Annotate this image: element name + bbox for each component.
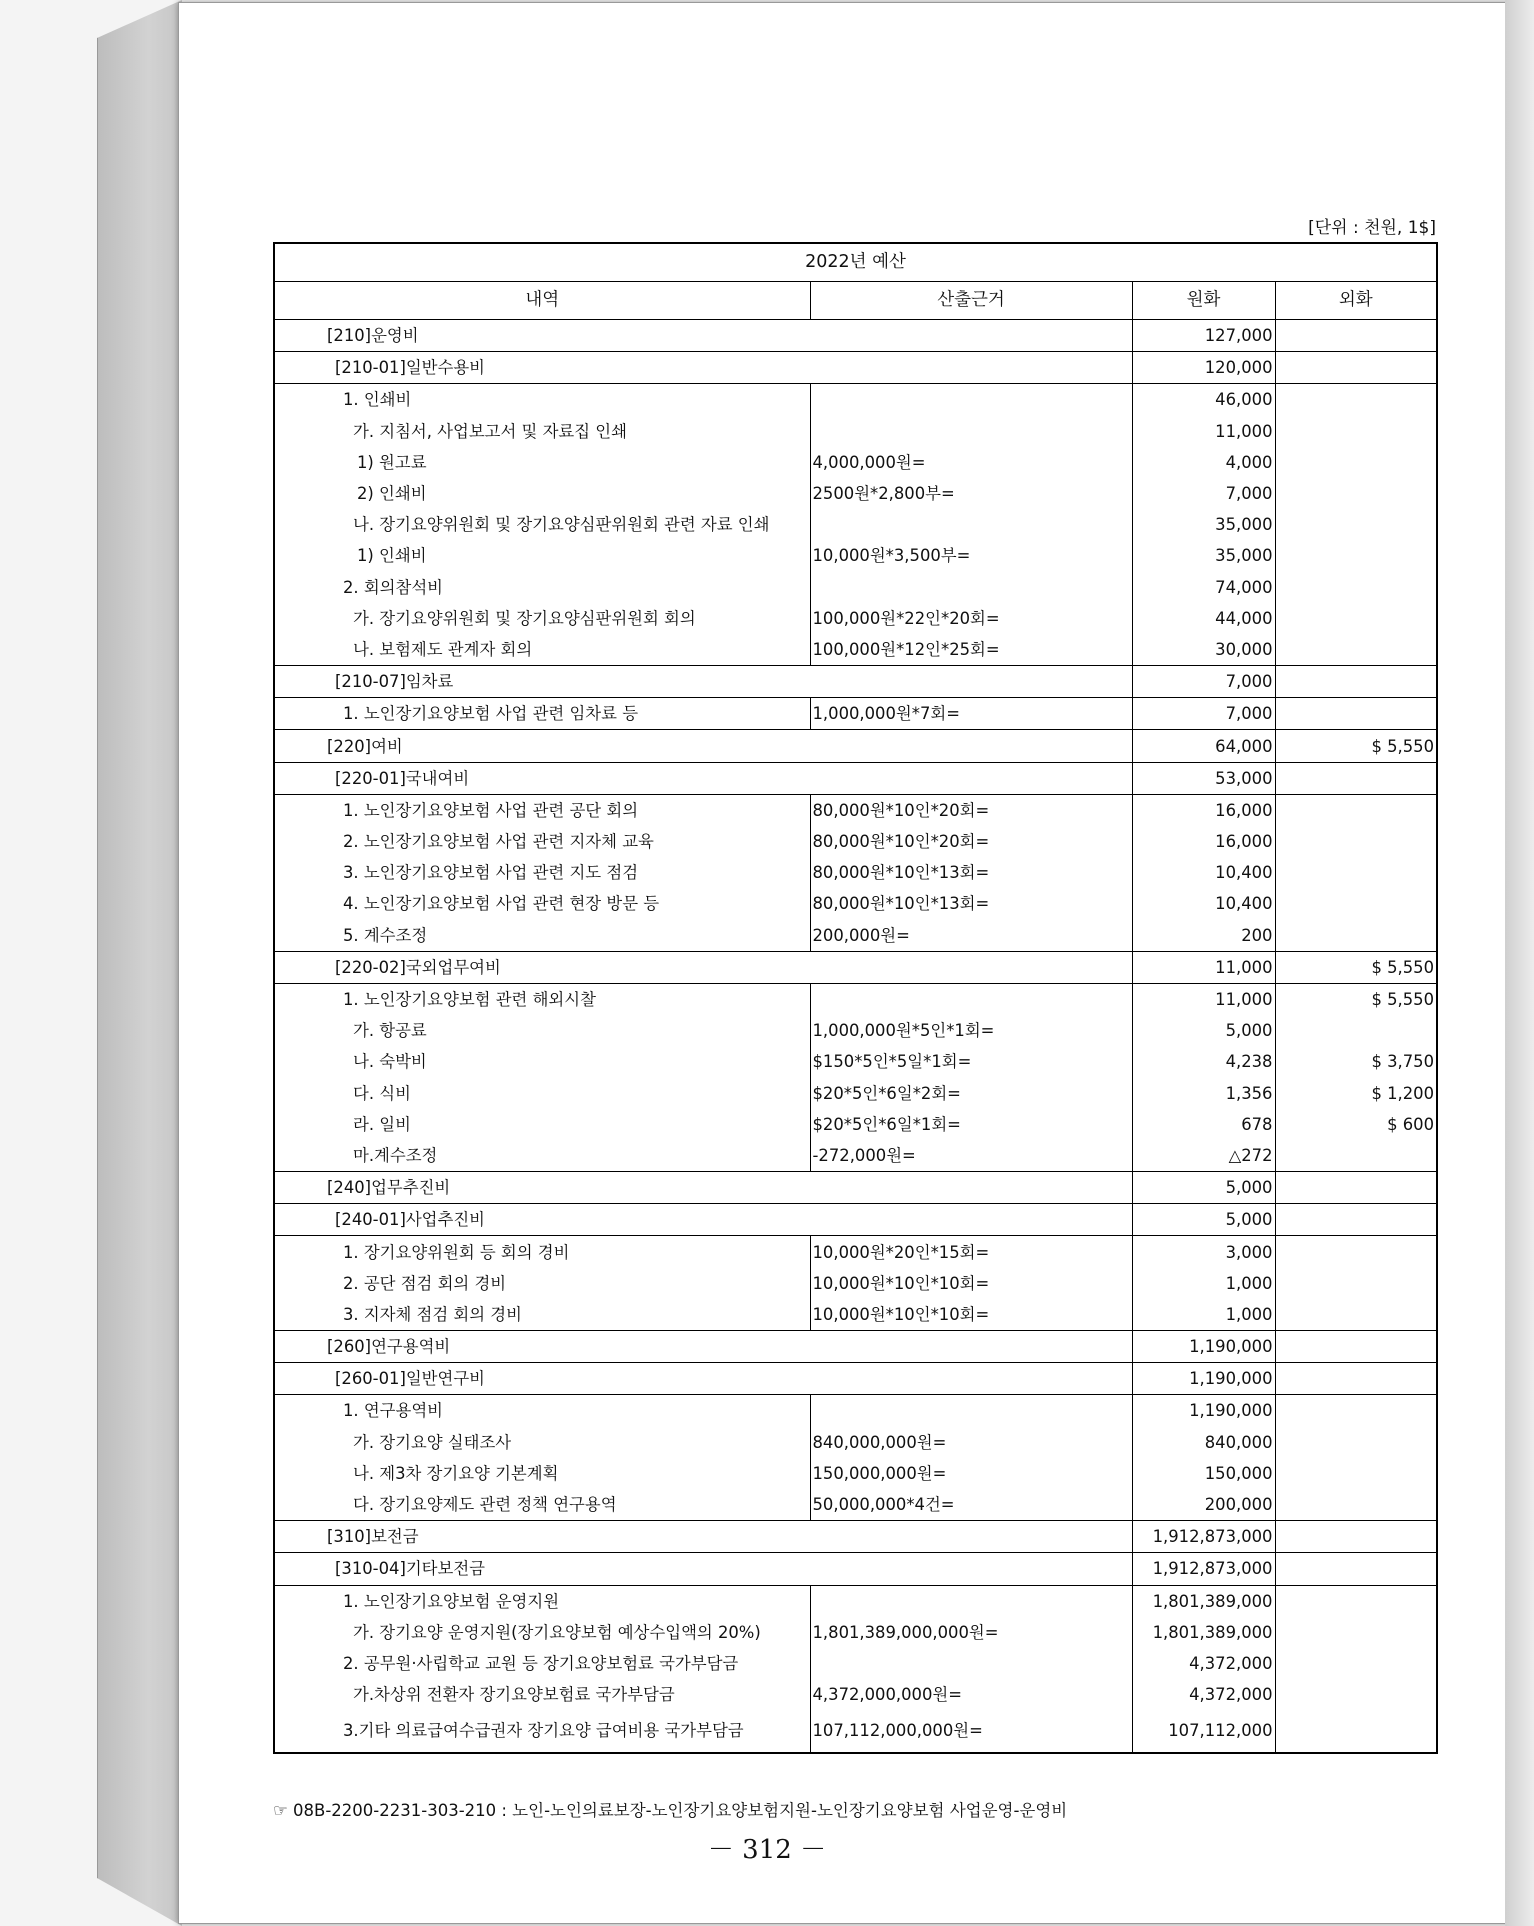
row-krw: △272 (1132, 1140, 1275, 1172)
row-item: 다. 식비 (274, 1078, 810, 1109)
row-fx: $ 600 (1275, 1109, 1437, 1140)
table-row (274, 1078, 1437, 1109)
row-item: 나. 장기요양위원회 및 장기요양심판위원회 관련 자료 인쇄 (274, 509, 810, 540)
row-item: 5. 계수조정 (274, 920, 810, 952)
row-item: 1) 원고료 (274, 447, 810, 478)
row-krw: 1,190,000 (1132, 1363, 1275, 1395)
row-item: [240-01]사업추진비 (274, 1204, 1132, 1236)
row-fx (1275, 1617, 1437, 1648)
table-row (274, 1395, 1437, 1427)
row-krw: 200 (1132, 920, 1275, 952)
table-row (274, 1046, 1437, 1077)
row-calc (810, 1648, 1132, 1679)
row-calc: 80,000원*10인*13회= (810, 857, 1132, 888)
book-spine (97, 0, 182, 1926)
row-item: [220-02]국외업무여비 (274, 951, 1132, 983)
row-fx (1275, 1236, 1437, 1268)
table-row (274, 920, 1437, 952)
row-krw: 11,000 (1132, 416, 1275, 447)
row-fx: $ 5,550 (1275, 730, 1437, 762)
row-item: 3.기타 의료급여수급권자 장기요양 급여비용 국가부담금 (274, 1710, 810, 1753)
row-fx (1275, 352, 1437, 384)
row-calc: 150,000,000원= (810, 1458, 1132, 1489)
row-item: 1. 연구용역비 (274, 1395, 810, 1427)
row-krw: 44,000 (1132, 603, 1275, 634)
row-item: [240]업무추진비 (274, 1172, 1132, 1204)
row-fx (1275, 762, 1437, 794)
row-calc: 10,000원*3,500부= (810, 540, 1132, 571)
row-krw: 150,000 (1132, 1458, 1275, 1489)
row-item: 2. 노인장기요양보험 사업 관련 지자체 교육 (274, 826, 810, 857)
row-krw: 10,400 (1132, 857, 1275, 888)
row-calc (810, 1585, 1132, 1617)
row-item: [310]보전금 (274, 1521, 1132, 1553)
row-calc: 1,000,000원*5인*1회= (810, 1015, 1132, 1046)
budget-table (273, 242, 1438, 1754)
row-item: [210]운영비 (274, 320, 1132, 352)
row-item: 4. 노인장기요양보험 사업 관련 현장 방문 등 (274, 888, 810, 919)
row-item: 1. 인쇄비 (274, 384, 810, 416)
table-row (274, 1299, 1437, 1331)
table-row (274, 762, 1437, 794)
row-krw: 3,000 (1132, 1236, 1275, 1268)
row-calc: $20*5인*6일*1회= (810, 1109, 1132, 1140)
row-krw: 120,000 (1132, 352, 1275, 384)
row-fx (1275, 1172, 1437, 1204)
table-row (274, 352, 1437, 384)
row-fx (1275, 509, 1437, 540)
table-row (274, 698, 1437, 730)
row-calc: 80,000원*10인*20회= (810, 794, 1132, 826)
row-item: 가. 지침서, 사업보고서 및 자료집 인쇄 (274, 416, 810, 447)
row-calc: -272,000원= (810, 1140, 1132, 1172)
table-row (274, 1679, 1437, 1710)
unit-label: [단위 : 천원, 1$] (1308, 218, 1436, 238)
row-calc (810, 384, 1132, 416)
row-fx (1275, 826, 1437, 857)
row-fx (1275, 698, 1437, 730)
header-item: 내역 (274, 282, 810, 320)
page-number: － 312 － (707, 1835, 827, 1865)
row-calc: 107,112,000,000원= (810, 1710, 1132, 1753)
row-krw: 840,000 (1132, 1427, 1275, 1458)
row-fx (1275, 1489, 1437, 1521)
row-krw: 7,000 (1132, 666, 1275, 698)
table-row (274, 1710, 1437, 1753)
table-row (274, 1236, 1437, 1268)
row-krw: 10,400 (1132, 888, 1275, 919)
row-calc (810, 1395, 1132, 1427)
row-item: 가. 장기요양위원회 및 장기요양심판위원회 회의 (274, 603, 810, 634)
row-fx (1275, 634, 1437, 666)
row-item: [260-01]일반연구비 (274, 1363, 1132, 1395)
row-krw: 11,000 (1132, 983, 1275, 1015)
row-fx (1275, 1710, 1437, 1753)
header-krw: 원화 (1132, 282, 1275, 320)
table-title: 2022년 예산 (274, 243, 1437, 282)
row-fx (1275, 1521, 1437, 1553)
row-item: 가. 항공료 (274, 1015, 810, 1046)
row-krw: 74,000 (1132, 572, 1275, 603)
row-calc: 4,372,000,000원= (810, 1679, 1132, 1710)
table-row (274, 666, 1437, 698)
row-krw: 1,801,389,000 (1132, 1617, 1275, 1648)
row-fx (1275, 1140, 1437, 1172)
row-krw: 7,000 (1132, 698, 1275, 730)
row-calc: 200,000원= (810, 920, 1132, 952)
table-row (274, 888, 1437, 919)
row-fx (1275, 794, 1437, 826)
row-krw: 11,000 (1132, 951, 1275, 983)
row-fx (1275, 384, 1437, 416)
row-krw: 46,000 (1132, 384, 1275, 416)
table-row (274, 1363, 1437, 1395)
row-fx: $ 1,200 (1275, 1078, 1437, 1109)
row-fx: $ 5,550 (1275, 951, 1437, 983)
table-row (274, 1648, 1437, 1679)
row-krw: 16,000 (1132, 826, 1275, 857)
table-row (274, 603, 1437, 634)
row-fx (1275, 416, 1437, 447)
table-row (274, 1268, 1437, 1299)
row-item: [220]여비 (274, 730, 1132, 762)
table-row (274, 320, 1437, 352)
row-item: [210-07]임차료 (274, 666, 1132, 698)
row-fx (1275, 888, 1437, 919)
row-fx (1275, 920, 1437, 952)
table-row (274, 826, 1437, 857)
row-fx (1275, 1458, 1437, 1489)
row-fx (1275, 572, 1437, 603)
row-krw: 53,000 (1132, 762, 1275, 794)
row-fx (1275, 1553, 1437, 1585)
row-krw: 1,000 (1132, 1299, 1275, 1331)
row-calc: 4,000,000원= (810, 447, 1132, 478)
table-row (274, 1140, 1437, 1172)
row-item: 가.차상위 전환자 장기요양보험료 국가부담금 (274, 1679, 810, 1710)
row-fx (1275, 320, 1437, 352)
row-item: 라. 일비 (274, 1109, 810, 1140)
table-row (274, 794, 1437, 826)
row-calc: $20*5인*6일*2회= (810, 1078, 1132, 1109)
row-krw: 200,000 (1132, 1489, 1275, 1521)
row-krw: 30,000 (1132, 634, 1275, 666)
row-calc: 840,000,000원= (810, 1427, 1132, 1458)
row-item: 2) 인쇄비 (274, 478, 810, 509)
row-krw: 4,000 (1132, 447, 1275, 478)
table-row (274, 1585, 1437, 1617)
row-item: 2. 공무원·사립학교 교원 등 장기요양보험료 국가부담금 (274, 1648, 810, 1679)
header-fx: 외화 (1275, 282, 1437, 320)
row-item: 1. 노인장기요양보험 사업 관련 공단 회의 (274, 794, 810, 826)
row-calc: 10,000원*10인*10회= (810, 1268, 1132, 1299)
table-row (274, 478, 1437, 509)
table-row (274, 1109, 1437, 1140)
table-row (274, 730, 1437, 762)
row-item: 1) 인쇄비 (274, 540, 810, 571)
row-item: 가. 장기요양 실태조사 (274, 1427, 810, 1458)
row-calc: 100,000원*12인*25회= (810, 634, 1132, 666)
table-row (274, 1015, 1437, 1046)
row-item: 나. 보험제도 관계자 회의 (274, 634, 810, 666)
row-item: 나. 숙박비 (274, 1046, 810, 1077)
row-fx: $ 3,750 (1275, 1046, 1437, 1077)
row-fx (1275, 478, 1437, 509)
row-krw: 1,190,000 (1132, 1395, 1275, 1427)
row-calc: 100,000원*22인*20회= (810, 603, 1132, 634)
row-krw: 64,000 (1132, 730, 1275, 762)
row-fx (1275, 1427, 1437, 1458)
row-calc (810, 509, 1132, 540)
row-fx (1275, 1395, 1437, 1427)
row-item: 1. 노인장기요양보험 운영지원 (274, 1585, 810, 1617)
row-calc: 2500원*2,800부= (810, 478, 1132, 509)
row-krw: 127,000 (1132, 320, 1275, 352)
page-edge (1505, 0, 1534, 1926)
table-row (274, 540, 1437, 571)
table-row (274, 1489, 1437, 1521)
row-fx (1275, 1204, 1437, 1236)
row-krw: 1,912,873,000 (1132, 1553, 1275, 1585)
row-calc: 10,000원*10인*10회= (810, 1299, 1132, 1331)
row-krw: 1,801,389,000 (1132, 1585, 1275, 1617)
row-item: [260]연구용역비 (274, 1331, 1132, 1363)
row-krw: 35,000 (1132, 509, 1275, 540)
row-krw: 7,000 (1132, 478, 1275, 509)
row-calc: $150*5인*5일*1회= (810, 1046, 1132, 1077)
table-row (274, 509, 1437, 540)
row-fx (1275, 1585, 1437, 1617)
row-fx (1275, 1268, 1437, 1299)
row-calc: 80,000원*10인*20회= (810, 826, 1132, 857)
header-calc: 산출근거 (810, 282, 1132, 320)
row-krw: 1,912,873,000 (1132, 1521, 1275, 1553)
table-row (274, 416, 1437, 447)
row-item: 다. 장기요양제도 관련 정책 연구용역 (274, 1489, 810, 1521)
table-row (274, 1458, 1437, 1489)
row-item: [220-01]국내여비 (274, 762, 1132, 794)
table-row (274, 1553, 1437, 1585)
row-krw: 35,000 (1132, 540, 1275, 571)
row-item: 3. 노인장기요양보험 사업 관련 지도 점검 (274, 857, 810, 888)
row-fx (1275, 666, 1437, 698)
row-krw: 1,356 (1132, 1078, 1275, 1109)
row-item: 2. 회의참석비 (274, 572, 810, 603)
table-row (274, 447, 1437, 478)
row-fx (1275, 1299, 1437, 1331)
row-calc (810, 572, 1132, 603)
table-row (274, 1617, 1437, 1648)
row-krw: 5,000 (1132, 1015, 1275, 1046)
row-krw: 107,112,000 (1132, 1710, 1275, 1753)
row-krw: 1,190,000 (1132, 1331, 1275, 1363)
row-fx: $ 5,550 (1275, 983, 1437, 1015)
row-calc: 10,000원*20인*15회= (810, 1236, 1132, 1268)
table-row (274, 1172, 1437, 1204)
row-fx (1275, 603, 1437, 634)
footnote: ☞ 08B-2200-2231-303-210 : 노인-노인의료보장-노인장기요양보험지원-노인장기요양보험 사업운영-운영비 (273, 1801, 1068, 1820)
row-krw: 4,372,000 (1132, 1679, 1275, 1710)
row-item: 나. 제3차 장기요양 기본계획 (274, 1458, 810, 1489)
table-row (274, 951, 1437, 983)
row-calc: 1,801,389,000,000원= (810, 1617, 1132, 1648)
row-item: 1. 노인장기요양보험 사업 관련 임차료 등 (274, 698, 810, 730)
table-body (274, 320, 1437, 1754)
row-krw: 4,238 (1132, 1046, 1275, 1077)
row-calc: 80,000원*10인*13회= (810, 888, 1132, 919)
table-row (274, 1427, 1437, 1458)
row-krw: 5,000 (1132, 1172, 1275, 1204)
row-fx (1275, 540, 1437, 571)
row-fx (1275, 1679, 1437, 1710)
row-item: 가. 장기요양 운영지원(장기요양보험 예상수입액의 20%) (274, 1617, 810, 1648)
table-row (274, 857, 1437, 888)
table-row (274, 983, 1437, 1015)
row-calc: 1,000,000원*7회= (810, 698, 1132, 730)
row-item: 1. 노인장기요양보험 관련 해외시찰 (274, 983, 810, 1015)
row-krw: 5,000 (1132, 1204, 1275, 1236)
row-item: 1. 장기요양위원회 등 회의 경비 (274, 1236, 810, 1268)
row-fx (1275, 1648, 1437, 1679)
table-row (274, 634, 1437, 666)
row-fx (1275, 1331, 1437, 1363)
row-item: 3. 지자체 점검 회의 경비 (274, 1299, 810, 1331)
row-item: [310-04]기타보전금 (274, 1553, 1132, 1585)
table-row (274, 572, 1437, 603)
row-fx (1275, 447, 1437, 478)
row-calc: 50,000,000*4건= (810, 1489, 1132, 1521)
row-fx (1275, 1015, 1437, 1046)
row-krw: 678 (1132, 1109, 1275, 1140)
table-row (274, 1521, 1437, 1553)
row-fx (1275, 1363, 1437, 1395)
table-row (274, 1331, 1437, 1363)
row-fx (1275, 857, 1437, 888)
row-krw: 16,000 (1132, 794, 1275, 826)
row-item: 2. 공단 점검 회의 경비 (274, 1268, 810, 1299)
table-row (274, 384, 1437, 416)
row-krw: 1,000 (1132, 1268, 1275, 1299)
table-row (274, 1204, 1437, 1236)
row-item: [210-01]일반수용비 (274, 352, 1132, 384)
row-krw: 4,372,000 (1132, 1648, 1275, 1679)
row-item: 마.계수조정 (274, 1140, 810, 1172)
row-calc (810, 983, 1132, 1015)
row-calc (810, 416, 1132, 447)
